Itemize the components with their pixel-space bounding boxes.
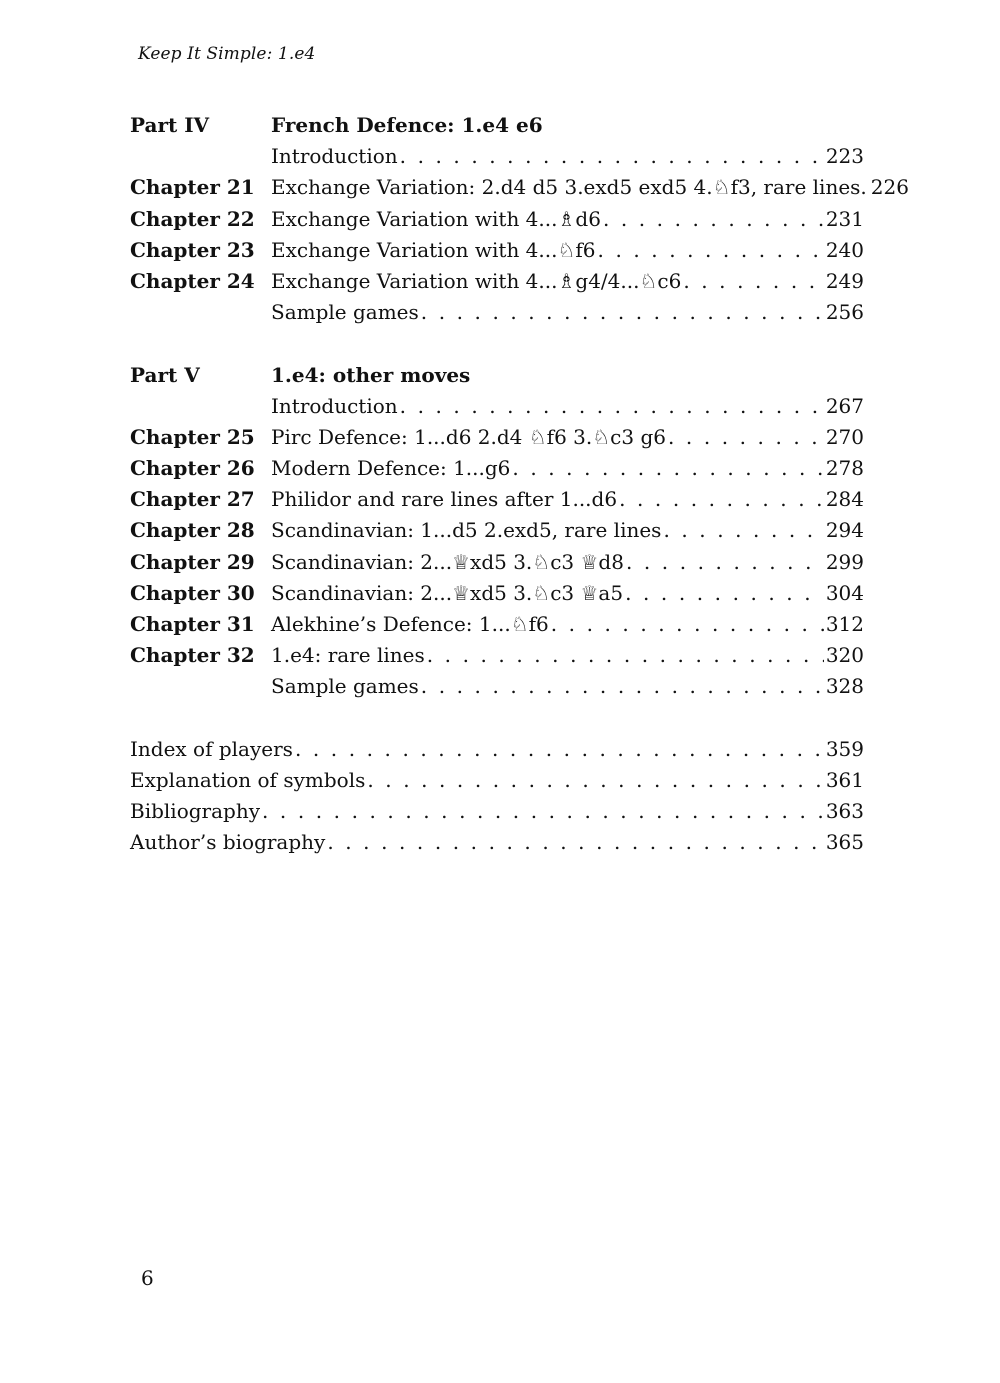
dot-leader [295, 734, 824, 765]
toc-entry [130, 266, 864, 297]
dot-leader [427, 640, 824, 671]
entry-page: 278 [825, 456, 864, 481]
entry-title: Exchange Variation: 2.d4 d5 3.exd5 exd5 4.♘f3, rare lines. [271, 175, 867, 200]
entry-title: Index of players [130, 736, 293, 761]
chapter-label: Chapter 26 [130, 456, 255, 481]
dot-leader [262, 796, 824, 827]
dot-leader [603, 204, 824, 235]
entry-title: Bibliography [130, 799, 260, 824]
toc-entry [130, 578, 864, 609]
entry-title: Exchange Variation with 4...♗d6 [271, 206, 601, 231]
entry-page: 328 [825, 674, 864, 699]
toc-entry [130, 609, 864, 640]
toc-entry [130, 391, 864, 422]
entry-page: 294 [825, 518, 864, 543]
toc-entry [130, 204, 864, 235]
entry-title: Philidor and rare lines after 1...d6 [271, 487, 618, 512]
entry-title: Author’s biography [130, 830, 326, 855]
toc-entry [130, 297, 864, 328]
chapter-label: Chapter 27 [130, 487, 255, 512]
chapter-label: Chapter 22 [130, 206, 255, 231]
dot-leader [327, 827, 823, 858]
dot-leader [625, 578, 824, 609]
toc-entry [130, 640, 864, 671]
entry-page: 231 [825, 206, 864, 231]
entry-title: Modern Defence: 1...g6 [271, 456, 511, 481]
dot-leader [367, 765, 823, 796]
toc-entry [130, 484, 864, 515]
table-of-contents [130, 110, 909, 859]
entry-page: 223 [825, 144, 864, 169]
entry-page: 267 [825, 393, 864, 418]
dot-leader [668, 422, 824, 453]
chapter-label: Chapter 32 [130, 643, 255, 668]
entry-title: 1.e4: rare lines [271, 643, 425, 668]
part-title: French Defence: 1.e4 e6 [271, 113, 543, 137]
running-head: Keep It Simple: 1.e4 [138, 44, 316, 64]
dot-leader [421, 297, 824, 328]
dot-leader [683, 266, 823, 297]
part-heading [130, 110, 864, 141]
entry-title: Sample games [271, 674, 419, 699]
dot-leader [512, 453, 823, 484]
entry-page: 312 [825, 612, 864, 636]
part-label: Part V [130, 362, 200, 387]
dot-leader [598, 235, 824, 266]
entry-page: 226 [870, 175, 909, 200]
toc-entry [130, 547, 864, 578]
back-matter-entry [130, 796, 864, 827]
toc-entry [130, 422, 864, 453]
section-spacer [130, 328, 864, 359]
chapter-label: Chapter 21 [130, 175, 255, 200]
chapter-label: Chapter 25 [130, 424, 255, 449]
toc-entry [130, 671, 864, 702]
entry-page: 361 [825, 767, 864, 792]
entry-page: 299 [825, 549, 864, 574]
toc-entry [130, 235, 864, 266]
entry-title: Introduction [271, 144, 398, 169]
toc-entry [130, 172, 909, 203]
entry-title: Explanation of symbols [130, 767, 366, 792]
entry-title: Pirc Defence: 1...d6 2.d4 ♘f6 3.♘c3 g6 [271, 424, 666, 449]
toc-entry [130, 453, 864, 484]
back-matter-entry [130, 734, 864, 765]
page-number: 6 [141, 1266, 154, 1290]
part-label: Part IV [130, 113, 210, 137]
dot-leader [626, 547, 824, 578]
entry-title: Scandinavian: 1...d5 2.exd5, rare lines [271, 518, 662, 543]
entry-page: 256 [825, 300, 864, 325]
entry-page: 284 [825, 487, 864, 512]
back-matter-entry [130, 765, 864, 796]
chapter-label: Chapter 31 [130, 612, 255, 636]
entry-title: Scandinavian: 2...♕xd5 3.♘c3 ♕d8 [271, 549, 624, 574]
toc-entry [130, 515, 864, 546]
dot-leader [400, 141, 824, 172]
toc-entry [130, 141, 864, 172]
chapter-label: Chapter 23 [130, 237, 255, 262]
entry-page: 270 [825, 424, 864, 449]
dot-leader [400, 391, 824, 422]
entry-title: Introduction [271, 393, 398, 418]
chapter-label: Chapter 30 [130, 580, 255, 605]
chapter-label: Chapter 29 [130, 549, 255, 574]
section-spacer [130, 703, 864, 734]
dot-leader [663, 515, 823, 546]
dot-leader [551, 609, 824, 640]
entry-page: 240 [825, 237, 864, 262]
back-matter-entry [130, 827, 864, 858]
entry-title: Scandinavian: 2...♕xd5 3.♘c3 ♕a5 [271, 580, 624, 605]
entry-page: 304 [825, 580, 864, 605]
entry-page: 359 [825, 736, 864, 761]
chapter-label: Chapter 28 [130, 518, 255, 543]
entry-title: Alekhine’s Defence: 1...♘f6 [271, 612, 549, 636]
chapter-label: Chapter 24 [130, 268, 255, 293]
entry-page: 249 [825, 268, 864, 293]
part-title: 1.e4: other moves [271, 362, 471, 387]
entry-page: 363 [825, 799, 864, 824]
dot-leader [421, 671, 824, 702]
entry-title: Sample games [271, 300, 419, 325]
entry-title: Exchange Variation with 4...♘f6 [271, 237, 596, 262]
entry-title: Exchange Variation with 4...♗g4/4...♘c6 [271, 268, 682, 293]
entry-page: 365 [825, 830, 864, 855]
part-heading [130, 360, 864, 391]
entry-page: 320 [825, 643, 864, 668]
dot-leader [619, 484, 824, 515]
